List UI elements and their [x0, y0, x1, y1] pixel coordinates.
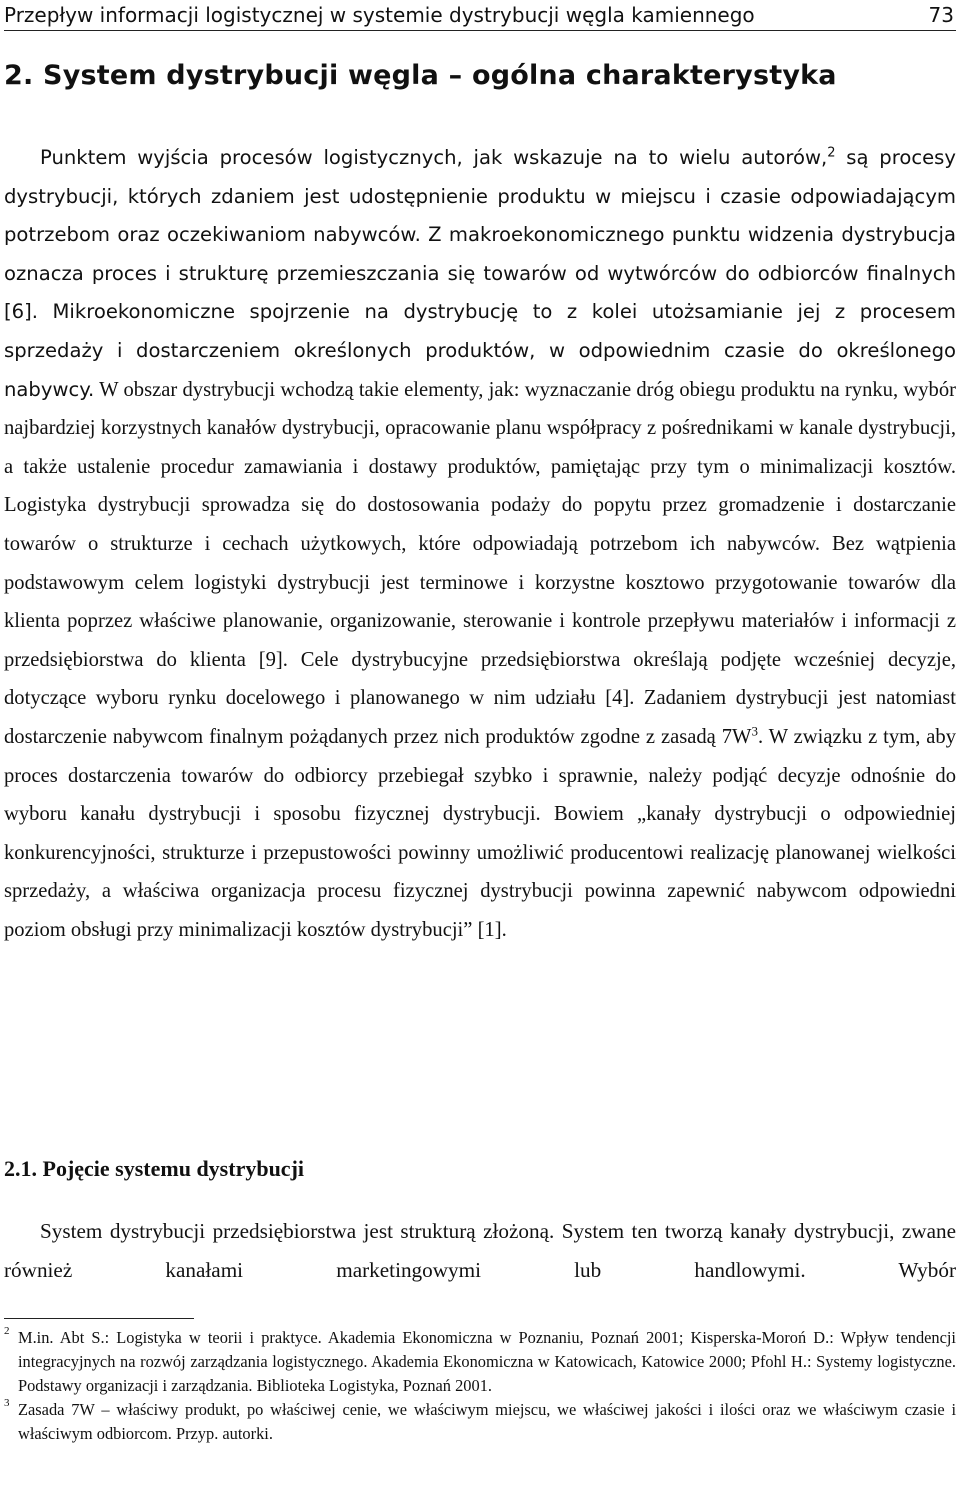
footnote-text: M.in. Abt S.: Logistyka w teorii i praktyce. Akademia Ekonomiczna w Poznaniu, Poznań 2001; Kisperska-Moroń D.: Wpływ tendencji integracyjnych na rozwój zarządzania logistycznego. Akademia Ekonomiczna w Katowicach, Katowice 2000; Pfohl H.: Systemy logistyczne. Podstawy organizacji i zarządzania. Biblioteka Logistyka, Poznań 2001. [18, 1328, 956, 1395]
section-heading: 2. System dystrybucji węgla – ogólna charakterystyka [4, 60, 837, 91]
paragraph-2-text: System dystrybucji przedsiębiorstwa jest strukturą złożoną. System ten tworzą kanały dystrybucji, zwane również kanałami marketingowymi lub handlowymi. Wybór [4, 1219, 956, 1282]
paragraph-1-part-3: W obszar dystrybucji wchodzą takie elementy, jak: wyznaczanie dróg obiegu produktu na rynku, wybór najbardziej korzystnych kanałów dystrybucji, opracowanie planu współpracy z pośrednikami w kanale dystrybucji, a także ustalenie procedur zamawiania i dostawy produktów, pamiętając przy tym o minimalizacji kosztów. Logistyka dystrybucji sprowadza się do dostosowania podaży do popytu przez gromadzenie i dostarczanie towarów o strukturze i cechach użytkowych, które odpowiadają potrzebom ich nabywców. Bez wątpienia podstawowym celem logistyki dystrybucji jest terminowe i korzystne kosztowo przygotowanie towarów dla klienta poprzez właściwe planowanie, organizowanie, sterowanie i kontrole przepływu materiałów i informacji z przedsiębiorstwa do klienta [9]. Cele dystrybucyjne przedsiębiorstwa określają podjęte wcześniej decyzje, dotyczące wyboru rynku docelowego i planowanego w nim udziału [4]. Zadaniem dystrybucji jest natomiast dostarczenie nabywcom finalnym pożądanych przez nich produktów zgodne z zasadą 7W [4, 378, 956, 748]
footnote-ref-2[interactable]: 2 [827, 145, 836, 161]
footnote-2 [4, 1326, 956, 1398]
subsection-heading: 2.1. Pojęcie systemu dystrybucji [4, 1156, 305, 1181]
paragraph-1-part-2: są procesy dystrybucji, których zdaniem jest udostępnienie produktu w miejscu i czasie odpowiadającym potrzebom oraz oczekiwaniom nabywców. Z makroekonomicznego punktu widzenia dystrybucja oznacza proces i strukturę przemieszczania się towarów od wytwórców do odbiorców finalnych [6]. Mikroekonomiczne spojrzenie na dystrybucję to z kolei utożsamianie jej z procesem sprzedaży i dostarczeniem określonych produktów, w odpowiednim czasie do określonego nabywcy. [4, 146, 956, 401]
footnote-text: Zasada 7W – właściwy produkt, po właściwej cenie, we właściwym miejscu, we właściwej jakości i ilości oraz we właściwym czasie i właściwym odbiorcom. Przyp. autorki. [18, 1400, 956, 1443]
body-paragraph-2 [4, 1212, 956, 1290]
paragraph-1-part-4: . W związku z tym, aby proces dostarczenia towarów do odbiorcy przebiegał szybko i sprawnie, należy podjąć decyzje odnośnie do wyboru kanału dystrybucji i sposobu fizycznej dystrybucji. Bowiem „kanały dystrybucji o odpowiedniej konkurencyjności, strukturze i przepustowości powinny umożliwić producentowi realizację planowanej wielkości sprzedaży, a właściwa organizacja procesu fizycznej dystrybucji powinna zapewnić nabywcom odpowiedni poziom obsługi przy minimalizacji kosztów dystrybucji” [1]. [4, 725, 956, 941]
running-head-title: Przepływ informacji logistycznej w systemie dystrybucji węgla kamiennego [4, 3, 755, 27]
footnote-mark: 2 [4, 1325, 10, 1337]
page-number: 73 [928, 3, 954, 27]
footnote-mark: 3 [4, 1397, 10, 1409]
footnote-3 [4, 1398, 956, 1446]
paragraph-1-part-1: Punktem wyjścia procesów logistycznych, jak wskazuje na to wielu autorów, [40, 146, 828, 169]
footnote-ref-3[interactable]: 3 [751, 723, 758, 739]
footnote-separator [4, 1318, 194, 1319]
running-head [4, 2, 956, 31]
footnotes [4, 1326, 956, 1446]
body-paragraph-1 [4, 139, 956, 949]
